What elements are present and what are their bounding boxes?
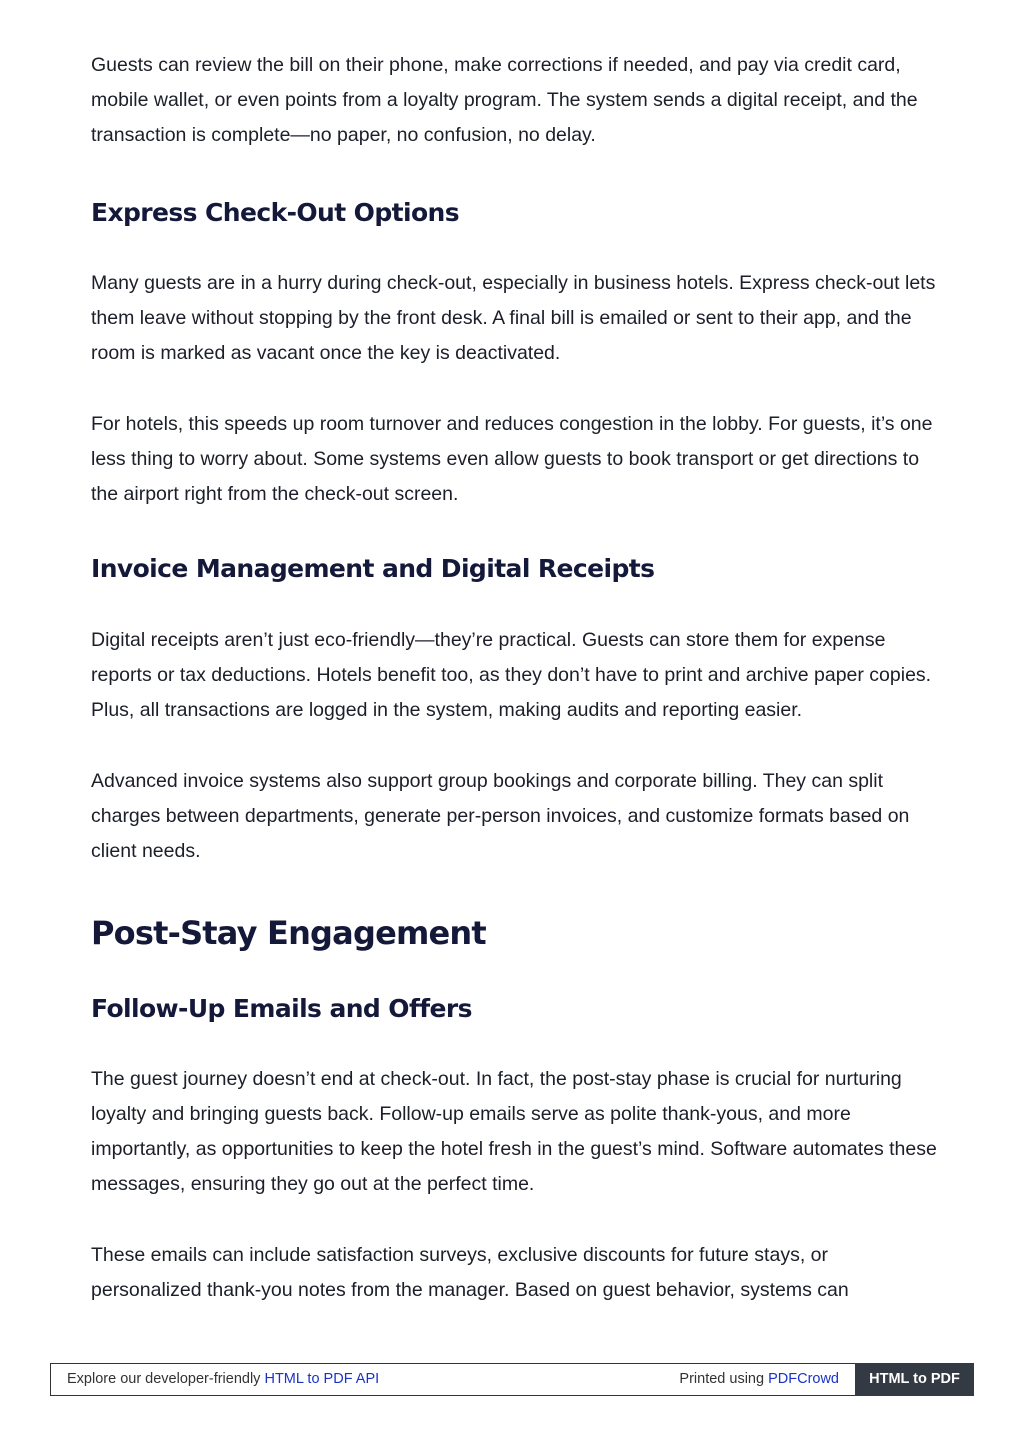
paragraph-bill-review: Guests can review the bill on their phone, make corrections if needed, and pay via credit card, mobile wallet, or even points from a loyalty program. The system sends a digital receipt, and the transaction is complete—no paper, no confusion, no delay. <box>91 54 918 146</box>
paragraph-digital-receipts: Digital receipts aren’t just eco-friendly—they’re practical. Guests can store them for expense reports or tax deductions. Hotels benefit too, as they don’t have to print and archive paper copies. Plus, all transactions are logged in the system, making audits and reporting easier. <box>91 629 932 721</box>
heading-express-checkout: Express Check-Out Options <box>91 198 459 227</box>
heading-invoice-management: Invoice Management and Digital Receipts <box>91 554 655 583</box>
html-to-pdf-api-link[interactable]: HTML to PDF API <box>264 1371 380 1387</box>
paragraph-email-content: These emails can include satisfaction surveys, exclusive discounts for future stays, or personalized thank-you notes from the manager. Based on guest behavior, systems can <box>91 1244 849 1301</box>
pdfcrowd-link[interactable]: PDFCrowd <box>768 1371 839 1387</box>
footer-printed-text: Printed using <box>679 1371 765 1387</box>
paragraph-guest-journey: The guest journey doesn’t end at check-out. In fact, the post-stay phase is crucial for nurturing loyalty and bringing guests back. Follow-up emails serve as polite thank-yous, and more importantly, as opportunities to keep the hotel fresh in the guest’s mind. Software automates these messages, ensuring they go out at the perfect time. <box>91 1068 937 1195</box>
paragraph-group-billing: Advanced invoice systems also support group bookings and corporate billing. They can split charges between departments, generate per-person invoices, and customize formats based on client needs. <box>91 770 910 862</box>
paragraph-express-checkout: Many guests are in a hurry during check-out, especially in business hotels. Express check-out lets them leave without stopping by the front desk. A final bill is emailed or sent to their app, and the room is marked as vacant once the key is deactivated. <box>91 272 936 364</box>
article-content <box>91 48 941 1308</box>
footer-explore <box>67 1364 379 1395</box>
heading-post-stay: Post-Stay Engagement <box>91 914 486 952</box>
pdf-footer-bar <box>50 1363 974 1396</box>
footer-explore-text: Explore our developer-friendly <box>67 1371 261 1387</box>
footer-printed <box>679 1364 839 1395</box>
paragraph-room-turnover: For hotels, this speeds up room turnover and reduces congestion in the lobby. For guests, it’s one less thing to worry about. Some systems even allow guests to book transport or get directions to the airport right from the check-out screen. <box>91 413 933 505</box>
heading-follow-up-emails: Follow-Up Emails and Offers <box>91 994 472 1023</box>
html-to-pdf-badge-button[interactable]: HTML to PDF <box>855 1363 974 1396</box>
